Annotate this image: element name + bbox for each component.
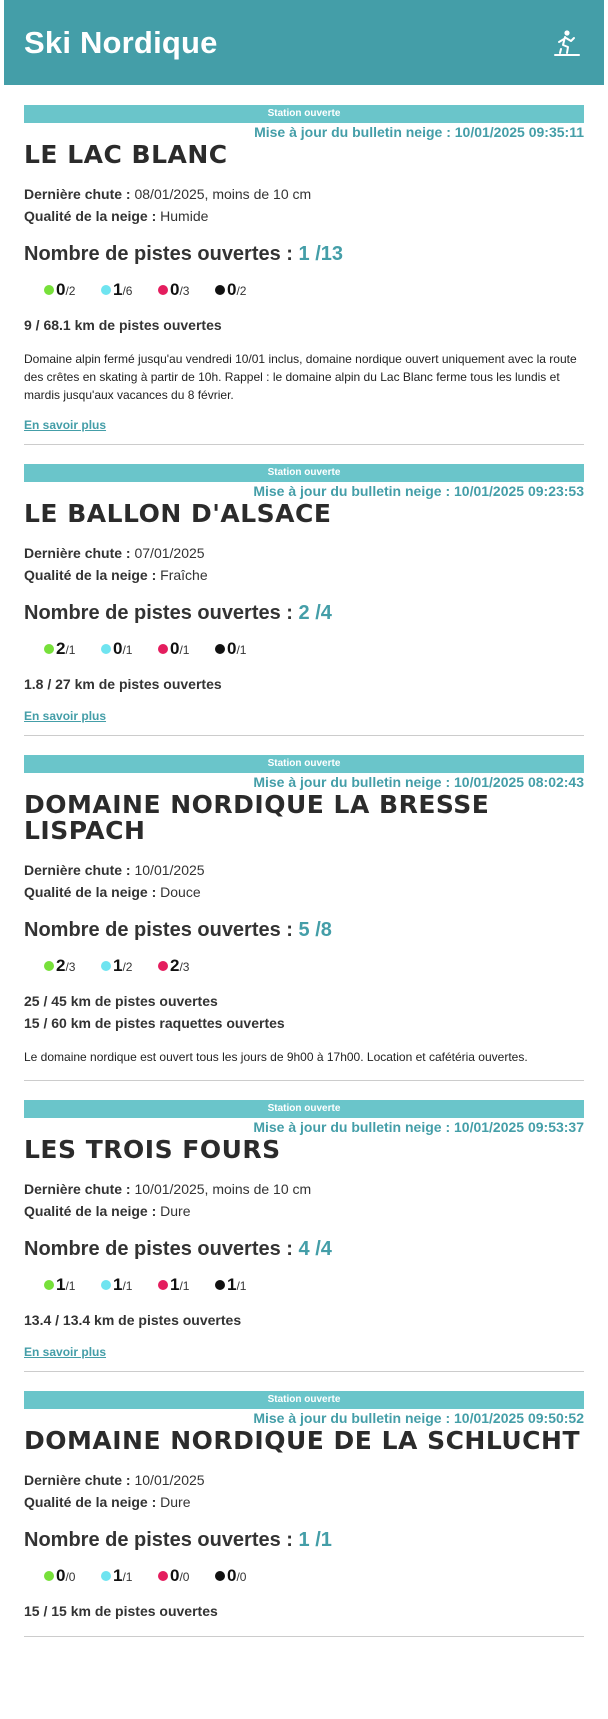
- black-dot-icon: [215, 285, 225, 295]
- read-more-link[interactable]: En savoir plus: [24, 709, 107, 723]
- open-runs-value: 2: [56, 956, 66, 975]
- open-runs-value: 0: [227, 1566, 237, 1585]
- difficulty-black: [215, 1566, 272, 1586]
- difficulty-red: [158, 280, 215, 300]
- red-dot-icon: [158, 644, 168, 654]
- last-snow-label: Dernière chute :: [24, 1181, 131, 1197]
- app-title: Ski Nordique: [24, 24, 218, 60]
- black-dot-icon: [215, 1280, 225, 1290]
- difficulty-red: [158, 1566, 215, 1586]
- difficulty-green: [44, 1566, 101, 1586]
- total-runs-value: /3: [179, 960, 190, 974]
- last-snow-value: 10/01/2025: [134, 1472, 205, 1488]
- open-runs-label: Nombre de pistes ouvertes :: [24, 243, 293, 265]
- snow-quality-label: Qualité de la neige :: [24, 884, 157, 900]
- snow-quality-row: [24, 1200, 584, 1222]
- last-snow-value: 10/01/2025, moins de 10 cm: [134, 1181, 312, 1197]
- open-runs-value: 0: [56, 1566, 66, 1585]
- snow-quality-value: Douce: [160, 884, 201, 900]
- open-runs-value: 0: [227, 280, 237, 299]
- open-runs-label: Nombre de pistes ouvertes :: [24, 1238, 293, 1260]
- spacer: [24, 1066, 584, 1070]
- station-card: [24, 1100, 584, 1372]
- snow-quality-label: Qualité de la neige :: [24, 1494, 157, 1510]
- green-dot-icon: [44, 285, 54, 295]
- station-status-badge: Station ouverte: [24, 1100, 584, 1118]
- difficulty-blue: [101, 280, 158, 300]
- last-snow-label: Dernière chute :: [24, 186, 131, 202]
- last-snow-row: [24, 1469, 584, 1491]
- station-description: Domaine alpin fermé jusqu'au vendredi 10/01 inclus, domaine nordique ouvert uniquement avec la route des crêtes en skating à partir de 10h. Rappel : le domaine alpin du Lac Blanc ferme tous les lundis et mardis jusqu'aux vacances du 8 février.: [24, 352, 577, 402]
- station-card: [24, 755, 584, 1081]
- difficulty-black: [215, 639, 272, 659]
- open-runs-value: 0: [170, 1566, 180, 1585]
- spacer: [24, 1622, 584, 1626]
- total-runs-value: /3: [65, 960, 76, 974]
- total-runs-value: /1: [65, 643, 76, 657]
- last-snow-row: [24, 542, 584, 564]
- open-runs-value: 0: [113, 639, 123, 658]
- station-name: DOMAINE NORDIQUE LA BRESSE LISPACH: [24, 790, 490, 845]
- open-runs-count: 2 /4: [298, 602, 332, 624]
- open-runs-value: 2: [170, 956, 180, 975]
- difficulty-green: [44, 280, 101, 300]
- runs-by-difficulty: [24, 638, 584, 660]
- open-runs-value: 0: [170, 639, 180, 658]
- km-open: 13.4 / 13.4 km de pistes ouvertes: [24, 1312, 242, 1328]
- snow-quality-value: Dure: [160, 1203, 191, 1219]
- last-snow-row: [24, 859, 584, 881]
- snow-info: [24, 1178, 584, 1222]
- green-dot-icon: [44, 961, 54, 971]
- difficulty-red: [158, 956, 215, 976]
- last-snow-label: Dernière chute :: [24, 545, 131, 561]
- last-snow-row: [24, 1178, 584, 1200]
- station-description: Le domaine nordique est ouvert tous les jours de 9h00 à 17h00. Location et cafétéria ouvertes.: [24, 1050, 528, 1064]
- open-runs-count: 1 /13: [298, 243, 344, 265]
- snow-info: [24, 183, 584, 227]
- open-runs-count: 5 /8: [298, 919, 332, 941]
- open-runs-value: 0: [170, 280, 180, 299]
- km-open: 25 / 45 km de pistes ouvertes: [24, 993, 218, 1009]
- station-name: DOMAINE NORDIQUE DE LA SCHLUCHT: [24, 1426, 581, 1455]
- difficulty-green: [44, 639, 101, 659]
- open-runs-value: 1: [170, 1275, 180, 1294]
- snow-quality-row: [24, 881, 584, 903]
- red-dot-icon: [158, 1280, 168, 1290]
- snow-quality-value: Dure: [160, 1494, 191, 1510]
- last-snow-value: 07/01/2025: [134, 545, 205, 561]
- total-runs-value: /2: [122, 960, 133, 974]
- station-list: [24, 105, 584, 1656]
- bulletin-update-time: Mise à jour du bulletin neige : 10/01/2025 09:35:11: [254, 124, 584, 140]
- open-runs-value: 1: [113, 1275, 123, 1294]
- snow-quality-value: Humide: [160, 208, 209, 224]
- difficulty-black: [215, 280, 272, 300]
- green-dot-icon: [44, 1571, 54, 1581]
- runs-by-difficulty: [24, 279, 584, 301]
- open-runs-value: 0: [227, 639, 237, 658]
- red-dot-icon: [158, 961, 168, 971]
- total-runs-value: /1: [236, 643, 247, 657]
- open-runs-label: Nombre de pistes ouvertes :: [24, 919, 293, 941]
- station-name: LE BALLON D'ALSACE: [24, 499, 332, 528]
- bulletin-update-time: Mise à jour du bulletin neige : 10/01/2025 09:50:52: [253, 1410, 584, 1426]
- black-dot-icon: [215, 644, 225, 654]
- blue-dot-icon: [101, 1280, 111, 1290]
- read-more-link[interactable]: En savoir plus: [24, 1345, 107, 1359]
- blue-dot-icon: [101, 961, 111, 971]
- total-runs-value: /0: [236, 1570, 247, 1584]
- bulletin-update-time: Mise à jour du bulletin neige : 10/01/2025 09:23:53: [253, 483, 584, 499]
- open-runs-title: [24, 918, 584, 942]
- difficulty-red: [158, 1275, 215, 1295]
- last-snow-value: 08/01/2025, moins de 10 cm: [134, 186, 312, 202]
- open-runs-title: [24, 242, 584, 266]
- blue-dot-icon: [101, 285, 111, 295]
- station-status-badge: Station ouverte: [24, 464, 584, 482]
- runs-by-difficulty: [24, 1565, 584, 1587]
- blue-dot-icon: [101, 644, 111, 654]
- snow-info: [24, 1469, 584, 1513]
- difficulty-red: [158, 639, 215, 659]
- open-runs-value: 1: [227, 1275, 237, 1294]
- station-status-badge: Station ouverte: [24, 1391, 584, 1409]
- red-dot-icon: [158, 285, 168, 295]
- snow-quality-row: [24, 205, 584, 227]
- total-runs-value: /1: [122, 1279, 133, 1293]
- difficulty-blue: [101, 1566, 158, 1586]
- runs-by-difficulty: [24, 955, 584, 977]
- station-status-badge: Station ouverte: [24, 105, 584, 123]
- difficulty-green: [44, 956, 101, 976]
- km-open: 15 / 15 km de pistes ouvertes: [24, 1603, 218, 1619]
- open-runs-label: Nombre de pistes ouvertes :: [24, 1529, 293, 1551]
- total-runs-value: /1: [65, 1279, 76, 1293]
- open-runs-value: 1: [113, 280, 123, 299]
- station-name: LES TROIS FOURS: [24, 1135, 281, 1164]
- red-dot-icon: [158, 1571, 168, 1581]
- open-runs-value: 2: [56, 639, 66, 658]
- station-card: [24, 105, 584, 445]
- difficulty-green: [44, 1275, 101, 1295]
- total-runs-value: /1: [122, 1570, 133, 1584]
- open-runs-title: [24, 1237, 584, 1261]
- total-runs-value: /1: [236, 1279, 247, 1293]
- km-open: 9 / 68.1 km de pistes ouvertes: [24, 317, 222, 333]
- total-runs-value: /1: [179, 643, 190, 657]
- station-card: [24, 464, 584, 736]
- difficulty-blue: [101, 956, 158, 976]
- km-open: 15 / 60 km de pistes raquettes ouvertes: [24, 1015, 285, 1031]
- total-runs-value: /2: [65, 284, 76, 298]
- total-runs-value: /0: [179, 1570, 190, 1584]
- open-runs-count: 4 /4: [298, 1238, 332, 1260]
- open-runs-value: 1: [113, 956, 123, 975]
- station-card: [24, 1391, 584, 1637]
- green-dot-icon: [44, 1280, 54, 1290]
- open-runs-value: 1: [113, 1566, 123, 1585]
- difficulty-blue: [101, 1275, 158, 1295]
- read-more-link[interactable]: En savoir plus: [24, 418, 107, 432]
- open-runs-count: 1 /1: [298, 1529, 332, 1551]
- snow-quality-row: [24, 1491, 584, 1513]
- snow-info: [24, 859, 584, 903]
- total-runs-value: /3: [179, 284, 190, 298]
- km-open: 1.8 / 27 km de pistes ouvertes: [24, 676, 222, 692]
- runs-by-difficulty: [24, 1274, 584, 1296]
- open-runs-value: 1: [56, 1275, 66, 1294]
- open-runs-value: 0: [56, 280, 66, 299]
- bulletin-update-time: Mise à jour du bulletin neige : 10/01/2025 09:53:37: [253, 1119, 584, 1135]
- open-runs-title: [24, 601, 584, 625]
- snow-quality-label: Qualité de la neige :: [24, 567, 157, 583]
- snow-info: [24, 542, 584, 586]
- black-dot-icon: [215, 1571, 225, 1581]
- difficulty-black: [215, 1275, 272, 1295]
- skier-icon: [552, 28, 582, 58]
- station-name: LE LAC BLANC: [24, 140, 228, 169]
- total-runs-value: /0: [65, 1570, 76, 1584]
- snow-quality-label: Qualité de la neige :: [24, 208, 157, 224]
- snow-quality-row: [24, 564, 584, 586]
- last-snow-value: 10/01/2025: [134, 862, 205, 878]
- last-snow-row: [24, 183, 584, 205]
- open-runs-label: Nombre de pistes ouvertes :: [24, 602, 293, 624]
- difficulty-blue: [101, 639, 158, 659]
- snow-quality-value: Fraîche: [160, 567, 208, 583]
- blue-dot-icon: [101, 1571, 111, 1581]
- total-runs-value: /6: [122, 284, 133, 298]
- open-runs-title: [24, 1528, 584, 1552]
- total-runs-value: /1: [122, 643, 133, 657]
- bulletin-update-time: Mise à jour du bulletin neige : 10/01/2025 08:02:43: [253, 774, 584, 790]
- last-snow-label: Dernière chute :: [24, 1472, 131, 1488]
- total-runs-value: /2: [236, 284, 247, 298]
- snow-quality-label: Qualité de la neige :: [24, 1203, 157, 1219]
- app-header: [4, 0, 604, 85]
- total-runs-value: /1: [179, 1279, 190, 1293]
- last-snow-label: Dernière chute :: [24, 862, 131, 878]
- green-dot-icon: [44, 644, 54, 654]
- station-status-badge: Station ouverte: [24, 755, 584, 773]
